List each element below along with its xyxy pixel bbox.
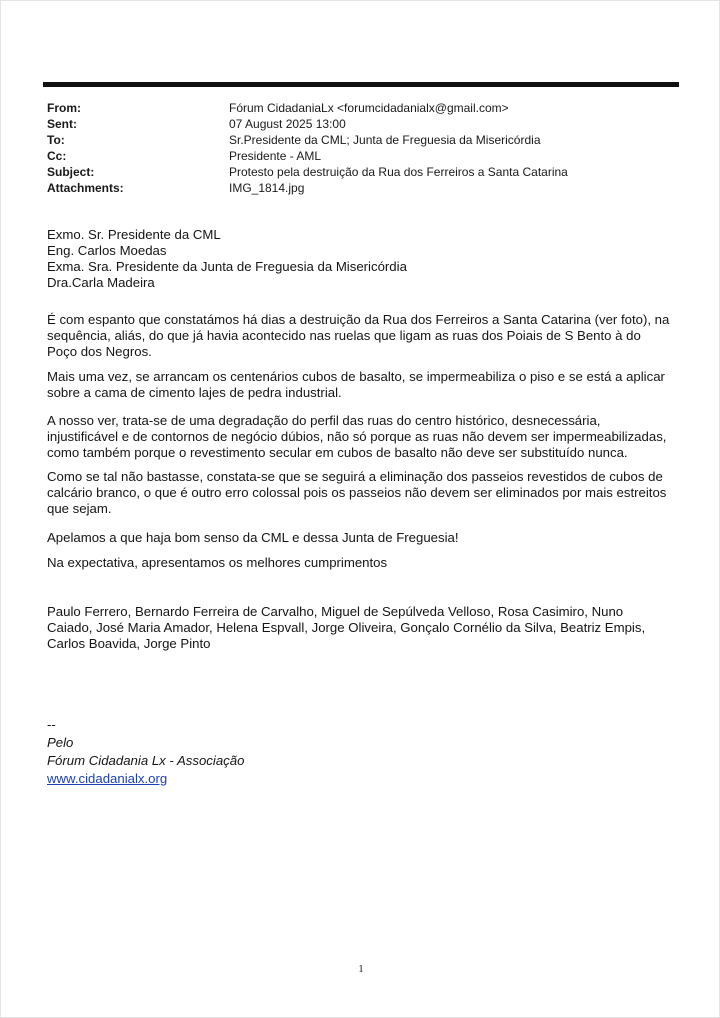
paragraph-line: injustificável e de contornos de negócio dúbios, não só porque as ruas não devem ser impermeabilizadas, <box>47 429 667 444</box>
page-number: 1 <box>358 963 364 975</box>
paragraph-5 <box>47 530 677 546</box>
from-row <box>47 100 568 116</box>
paragraph-3 <box>47 413 677 461</box>
salutation-line: Dra.Carla Madeira <box>47 275 155 290</box>
paragraph-2 <box>47 369 677 401</box>
signature-organization: Fórum Cidadania Lx - Associação <box>47 753 245 768</box>
sent-label: Sent: <box>47 117 77 131</box>
paragraph-line: Poço dos Negros. <box>47 344 152 359</box>
signature-block <box>47 716 677 788</box>
cc-value: Presidente - AML <box>229 149 322 163</box>
email-header <box>47 100 568 196</box>
paragraph-line: sobre a cama de cimento lajes de pedra industrial. <box>47 385 342 400</box>
paragraph-1 <box>47 312 677 360</box>
website-link[interactable]: www.cidadanialx.org <box>47 771 168 786</box>
subject-value: Protesto pela destruição da Rua dos Ferreiros a Santa Catarina <box>229 165 568 179</box>
paragraph-line: Mais uma vez, se arrancam os centenários cubos de basalto, se impermeabiliza o piso e se está a aplicar <box>47 369 665 384</box>
paragraph-line: calcário branco, o que é outro erro colossal pois os passeios não devem ser eliminados por mais estreitos <box>47 485 667 500</box>
attachments-row <box>47 180 568 196</box>
signatories <box>47 604 677 652</box>
paragraph-line: como também porque o revestimento secular em cubos de basalto não deve ser substituído nunca. <box>47 445 628 460</box>
paragraph-line: É com espanto que constatámos há dias a destruição da Rua dos Ferreiros a Santa Catarina (ver foto), na <box>47 312 670 327</box>
cc-label: Cc: <box>47 149 67 163</box>
salutation-line: Eng. Carlos Moedas <box>47 243 167 258</box>
paragraph-line: Como se tal não bastasse, constata-se que se seguirá a eliminação dos passeios revestidos de cubos de <box>47 469 663 484</box>
sent-row <box>47 116 568 132</box>
paragraph-line: Na expectativa, apresentamos os melhores cumprimentos <box>47 555 388 570</box>
from-value: Fórum CidadaniaLx <forumcidadanialx@gmail.com> <box>229 101 509 115</box>
signatories-line: Paulo Ferrero, Bernardo Ferreira de Carvalho, Miguel de Sepúlveda Velloso, Rosa Casimiro, Nuno <box>47 604 624 619</box>
paragraph-line: Apelamos a que haja bom senso da CML e dessa Junta de Freguesia! <box>47 530 459 545</box>
subject-label: Subject: <box>47 165 95 179</box>
sent-value: 07 August 2025 13:00 <box>229 117 346 131</box>
cc-row <box>47 148 568 164</box>
signatories-line: Caiado, José Maria Amador, Helena Espvall, Jorge Oliveira, Gonçalo Cornélio da Silva, Beatriz Empis, <box>47 620 646 635</box>
from-label: From: <box>47 101 81 115</box>
signatories-line: Carlos Boavida, Jorge Pinto <box>47 636 211 651</box>
salutation-line: Exmo. Sr. Presidente da CML <box>47 227 221 242</box>
attachments-label: Attachments: <box>47 181 124 195</box>
attachments-value: IMG_1814.jpg <box>229 181 305 195</box>
signature-separator: -- <box>47 717 56 732</box>
paragraph-4 <box>47 469 677 517</box>
salutation <box>47 227 677 291</box>
paragraph-line: sequência, aliás, do que já havia acontecido nas ruelas que ligam as ruas dos Poiais de S Bento à do <box>47 328 641 343</box>
header-divider <box>43 82 679 87</box>
closing-line <box>47 555 677 571</box>
salutation-line: Exma. Sra. Presidente da Junta de Freguesia da Misericórdia <box>47 259 407 274</box>
signature-pelo: Pelo <box>47 735 74 750</box>
to-label: To: <box>47 133 65 147</box>
subject-row <box>47 164 568 180</box>
paragraph-line: que sejam. <box>47 501 112 516</box>
to-row <box>47 132 568 148</box>
paragraph-line: A nosso ver, trata-se de uma degradação do perfil das ruas do centro histórico, desnecessária, <box>47 413 601 428</box>
to-value: Sr.Presidente da CML; Junta de Freguesia da Misericórdia <box>229 133 541 147</box>
